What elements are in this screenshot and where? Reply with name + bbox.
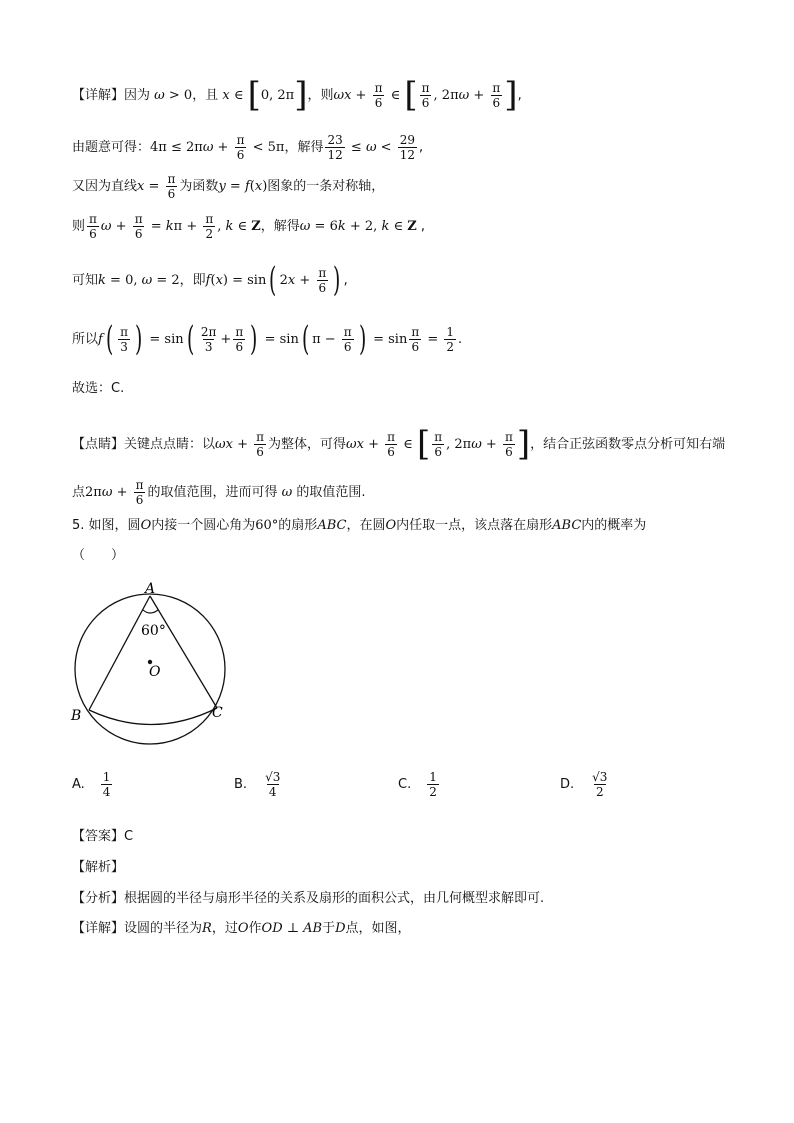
- radius-ab: [89, 596, 150, 710]
- answer-value: C: [124, 829, 134, 844]
- tip-tag: 【点睛】: [72, 436, 125, 452]
- option-a[interactable]: A. $\frac{1}{4}$: [72, 770, 111, 799]
- sector-arc-bc: [89, 708, 217, 725]
- option-b[interactable]: B. $\frac{√3}{4}$: [234, 770, 281, 799]
- solution-line-5: 可知 k = 0, ω = 2 ，即 f ( x ) = sin ( 2 x + $\frac{\pi}{6}$ ) ,: [72, 260, 348, 300]
- radius-ac: [150, 596, 217, 708]
- solution-line-2: 由题意可得： 4π ≤ 2π ω + $\frac{\pi}{6}$ < 5π ，解得 $\frac{23}{12}$ ≤ ω < $\frac{29}{12}$ ,: [72, 133, 424, 162]
- analysis-line: 【分析】 根据圆的半径与扇形半径的关系及扇形的面积公式，由几何概型求解即可.: [72, 891, 545, 906]
- question-paren: （ ）: [72, 548, 125, 563]
- tip-line-2: 点 2π ω + $\frac{\pi}{6}$ 的取值范围，进而可得 ω 的取值范围.: [72, 478, 366, 507]
- solution-line-6: 所以 f ( $\frac{\pi}{3}$ ) = sin ( $\frac{2\pi}{3}$ + $\frac{\pi}{6}$ ) = sin ( π − $\frac{\pi}{6}$ ) = sin $\frac{\pi}{6}$ = $\frac{1}{2}$ .: [72, 319, 463, 359]
- circle-sector-figure: [66, 578, 256, 758]
- label-a: A: [145, 581, 156, 597]
- label-angle: 60°: [141, 623, 166, 639]
- detail-tag: 【详解】: [72, 87, 125, 103]
- angle-arc: [143, 610, 158, 613]
- question-number: 5.: [72, 518, 85, 533]
- solution-line-4: 则 $\frac{\pi}{6}$ ω + $\frac{\pi}{6}$ = k π + $\frac{\pi}{2}$ , k ∈ Z ，解得 ω = 6 k + 2, k ∈ Z ,: [72, 212, 425, 241]
- solution-line-1: 【详解】 因为 ω > 0 ，且 x ∈ [ 0, 2π ] ，则 ωx + $\frac{\pi}{6}$ ∈ [ $\frac{\pi}{6}$ , 2π ω + $\frac{\pi}{6}$ ] ,: [72, 75, 522, 115]
- answer-line: [72, 830, 133, 843]
- tip-line-1: 【点睛】 关键点点睛：以 ωx + $\frac{\pi}{6}$ 为整体，可得 ωx + $\frac{\pi}{6}$ ∈ [ $\frac{\pi}{6}$ , 2π ω + $\frac{\pi}{6}$ ] ，结合正弦函数零点分析可知右端: [72, 424, 726, 464]
- analysis-heading: 【解析】: [72, 860, 125, 875]
- label-o: O: [149, 664, 161, 680]
- label-b: B: [71, 708, 82, 724]
- answer-tag: 【答案】: [72, 829, 125, 844]
- label-c: C: [212, 705, 223, 721]
- option-d[interactable]: D. $\frac{√3}{2}$: [560, 770, 608, 799]
- detail-line: 【详解】 设圆的半径为 R ，过 O 作 OD ⊥ AB 于 D 点，如图，: [72, 921, 411, 936]
- math-expr: ω: [150, 87, 165, 103]
- solution-conclusion: 故选：C.: [72, 381, 125, 396]
- option-c[interactable]: C. $\frac{1}{2}$: [398, 770, 437, 799]
- question-stem: 5. 如图，圆 O 内接一个圆心角为 60° 的扇形 ABC ，在圆 O 内任取一点，该点落在扇形 ABC 内的概率为: [72, 518, 647, 533]
- solution-line-3: 又因为直线 x = $\frac{\pi}{6}$ 为函数 y = f ( x ) 图象的一条对称轴，: [72, 172, 385, 201]
